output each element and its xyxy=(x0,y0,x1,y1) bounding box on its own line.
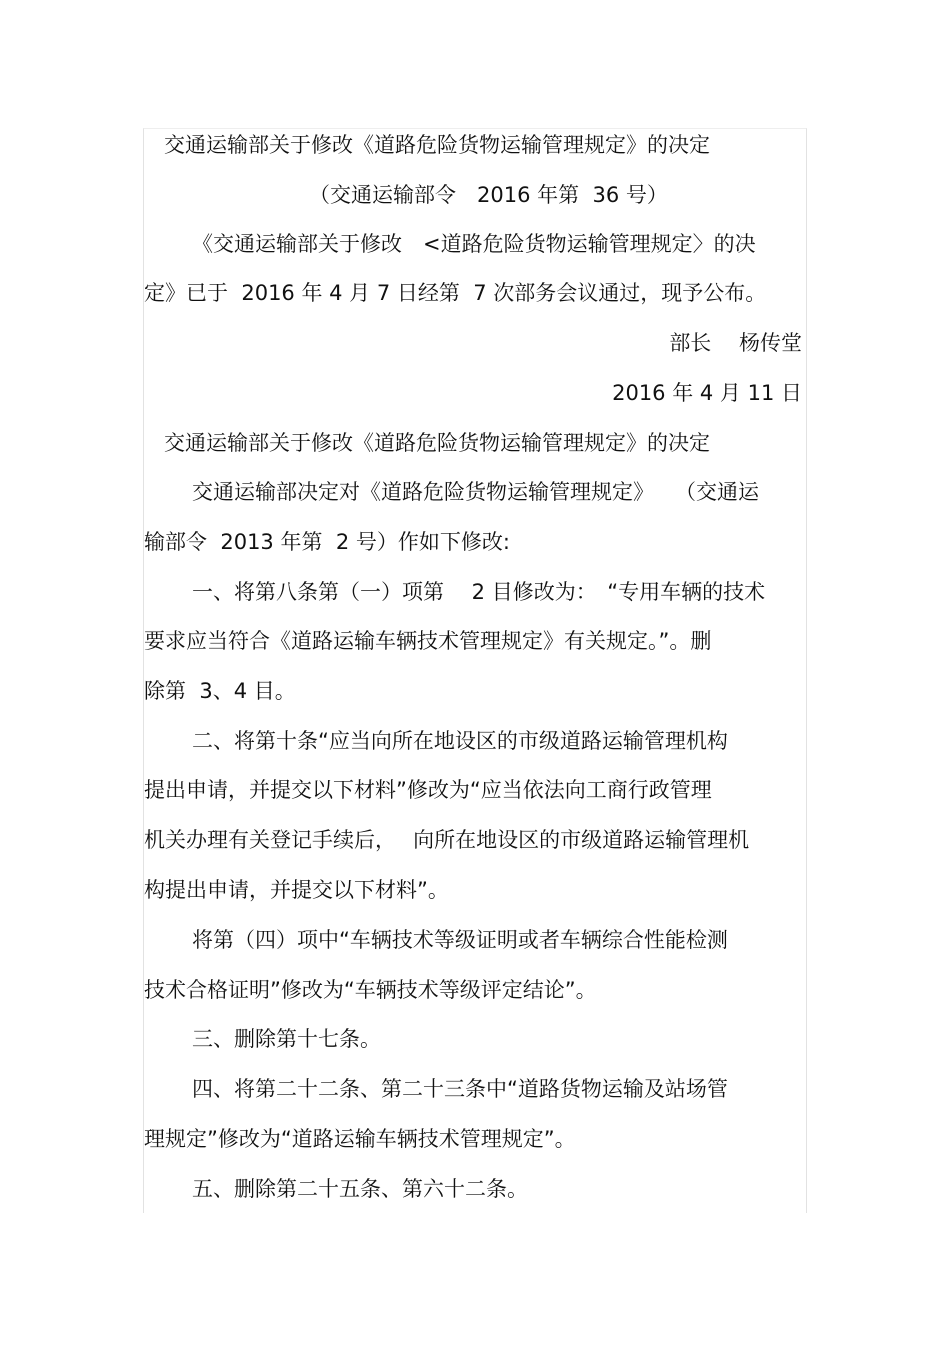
intro-line: 《交通运输部关于修改 <道路危险货物运输管理规定〉的决 xyxy=(192,232,756,256)
signature: 部长 杨传堂 xyxy=(669,331,802,355)
paragraph-line: 将第（四）项中“车辆技术等级证明或者车辆综合性能检测 xyxy=(192,928,728,952)
order-number: （交通运输部令 2016 年第 36 号） xyxy=(309,183,668,207)
paragraph-line: 理规定”修改为“道路运输车辆技术管理规定”。 xyxy=(144,1127,576,1151)
paragraph-line: 要求应当符合《道路运输车辆技术管理规定》有关规定。”。删 xyxy=(144,629,712,653)
issue-date: 2016 年 4 月 11 日 xyxy=(612,381,802,405)
paragraph-line: 三、删除第十七条。 xyxy=(192,1027,381,1051)
document-title: 交通运输部关于修改《道路危险货物运输管理规定》的决定 xyxy=(164,133,710,157)
paragraph-line: 五、删除第二十五条、第六十二条。 xyxy=(192,1177,528,1201)
intro-line: 定》已于 2016 年 4 月 7 日经第 7 次部务会议通过，现予公布。 xyxy=(144,281,767,305)
paragraph-line: 技术合格证明”修改为“车辆技术等级评定结论”。 xyxy=(144,978,597,1002)
paragraph-line: 四、将第二十二条、第二十三条中“道路货物运输及站场管 xyxy=(192,1077,728,1101)
paragraph-line: 二、将第十条“应当向所在地设区的市级道路运输管理机构 xyxy=(192,729,728,753)
paragraph-line: 除第 3、4 目。 xyxy=(144,679,296,703)
document-page xyxy=(143,128,807,1213)
paragraph-line: 机关办理有关登记手续后， 向所在地设区的市级道路运输管理机 xyxy=(144,828,750,852)
paragraph-line: 提出申请，并提交以下材料”修改为“应当依法向工商行政管理 xyxy=(144,778,712,802)
paragraph-line: 输部令 2013 年第 2 号）作如下修改: xyxy=(144,530,510,554)
section-title: 交通运输部关于修改《道路危险货物运输管理规定》的决定 xyxy=(164,431,710,455)
paragraph-line: 交通运输部决定对《道路危险货物运输管理规定》 （交通运 xyxy=(192,480,759,504)
paragraph-line: 构提出申请，并提交以下材料”。 xyxy=(144,878,449,902)
paragraph-line: 一、将第八条第（一）项第 2 目修改为： “专用车辆的技术 xyxy=(192,580,766,604)
